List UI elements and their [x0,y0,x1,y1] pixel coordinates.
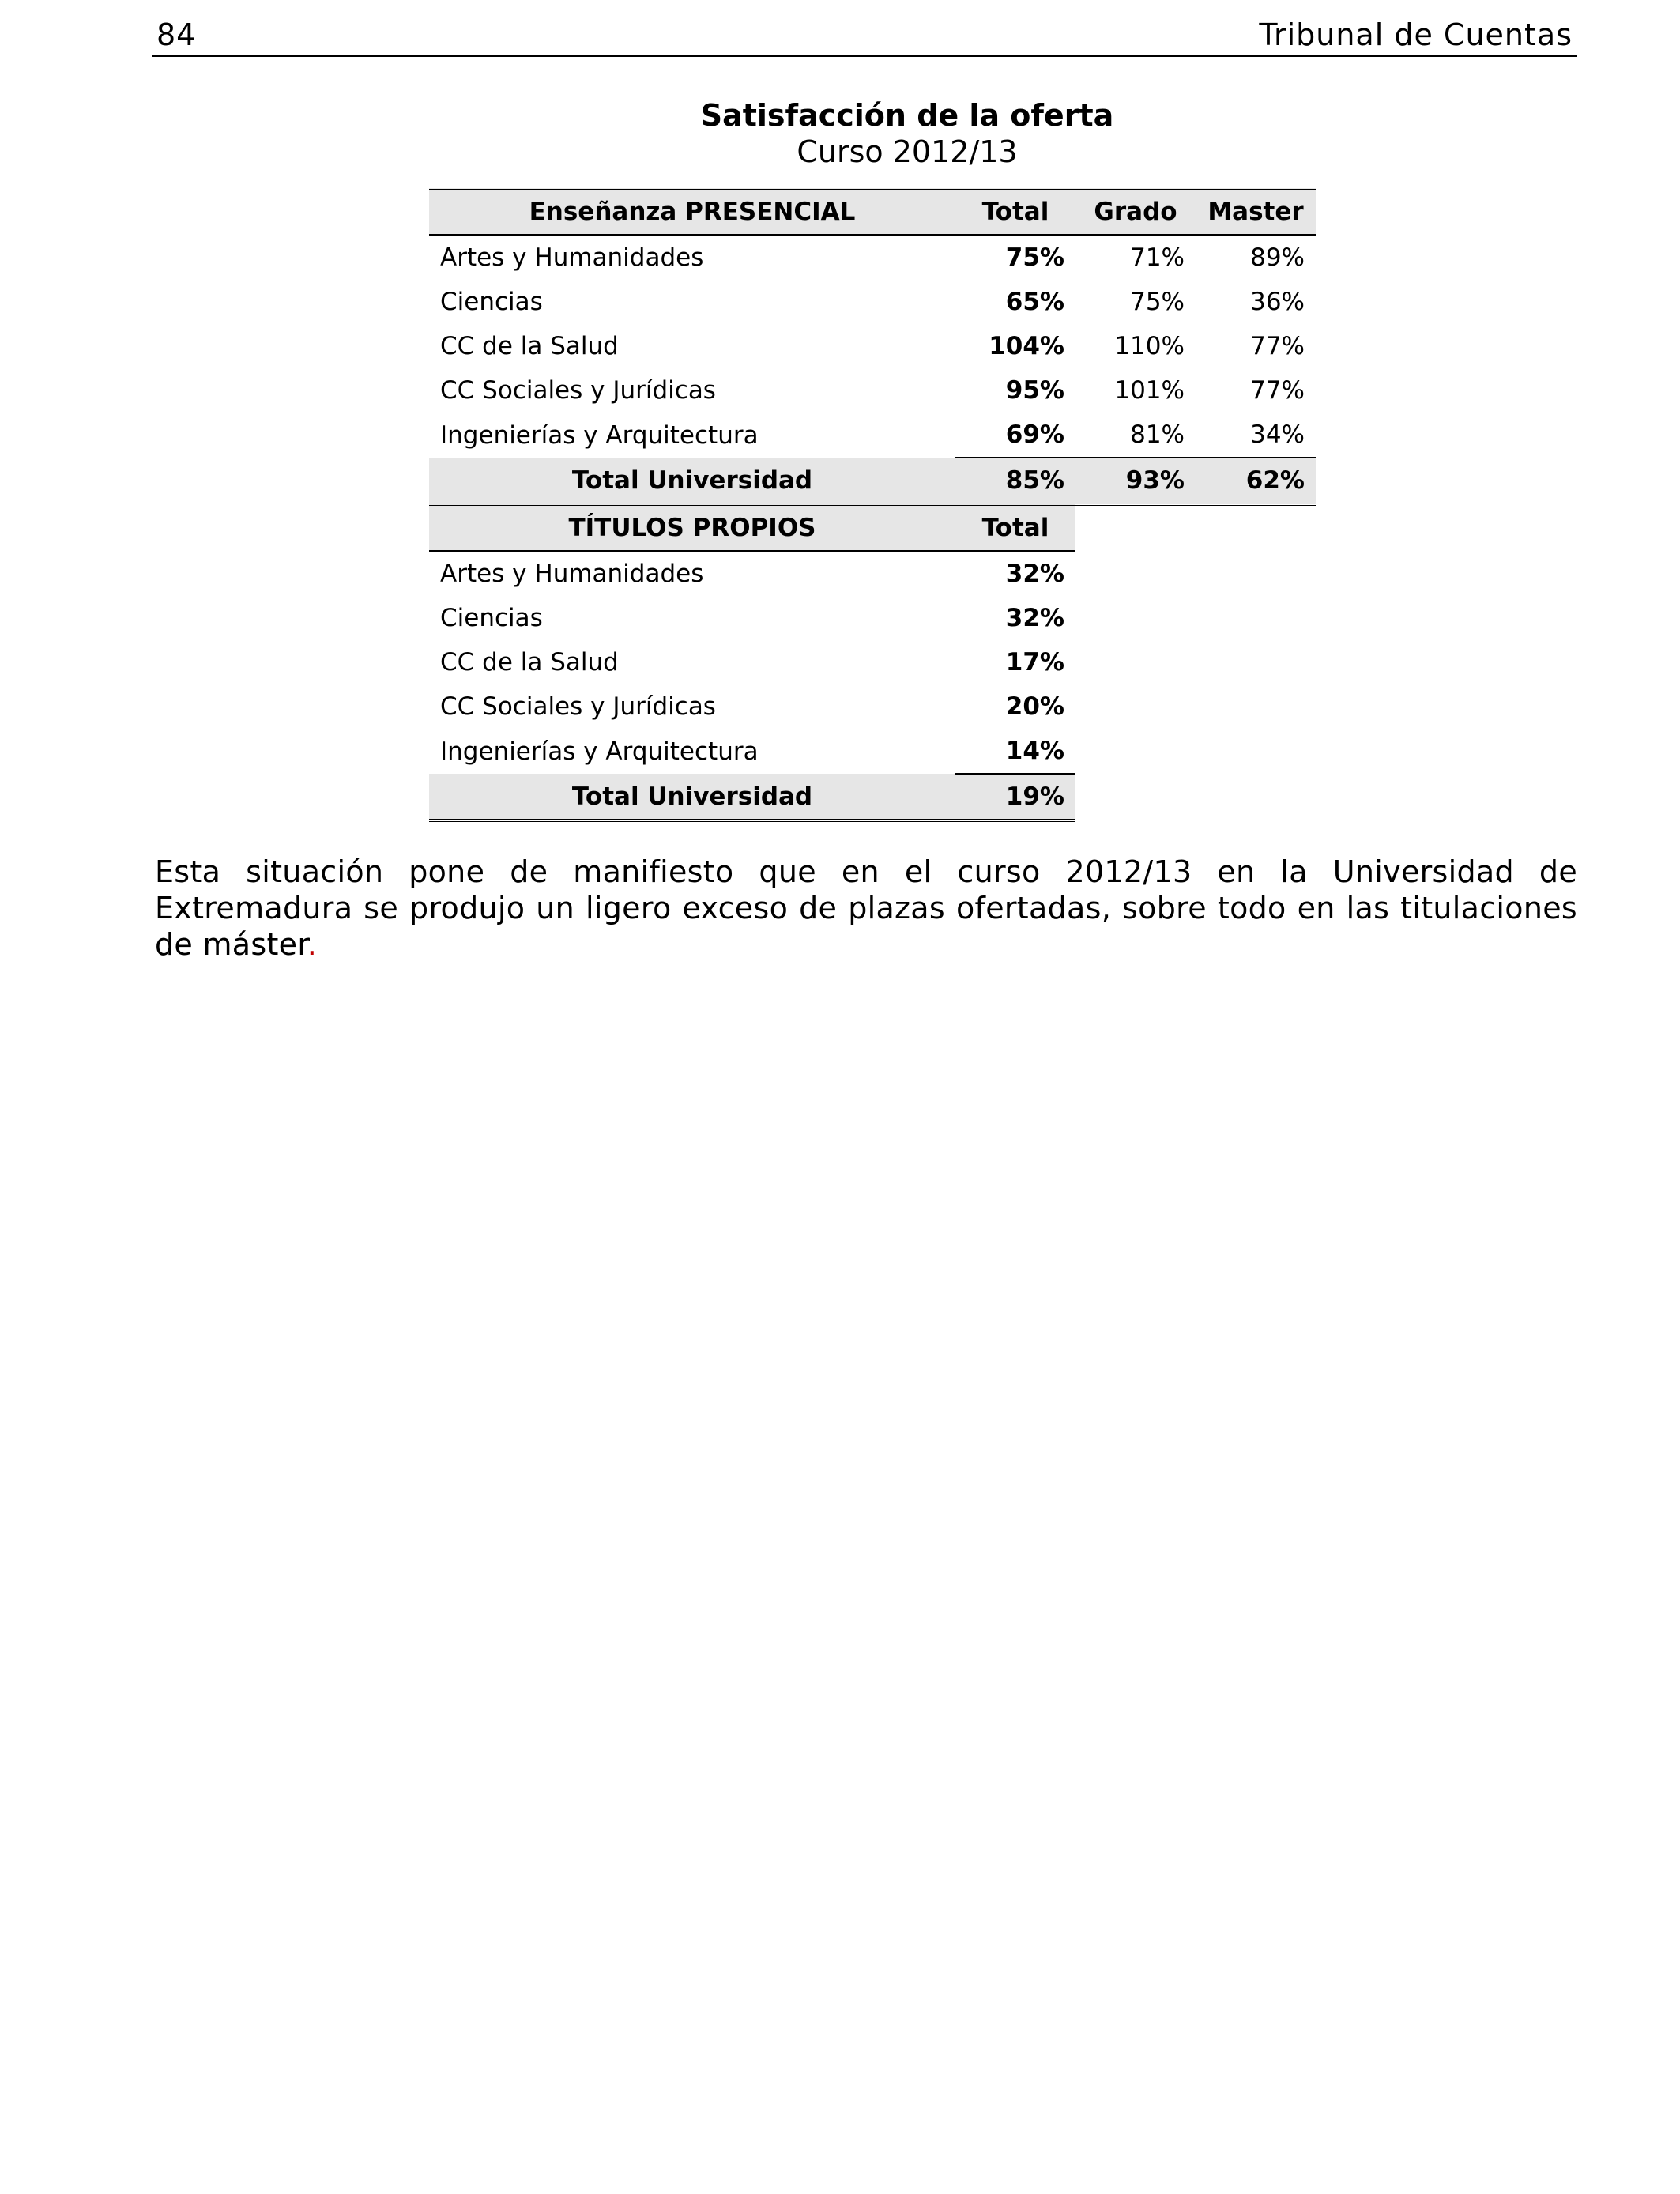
grado-cell: 71% [1130,243,1185,272]
paragraph-text: Esta situación pone de manifiesto que en el curso 2012/13 en la Universidad de Extremadura se produjo un ligero exceso de plazas ofertadas, sobre todo en las titulaciones de máster [155,854,1577,962]
row-label: Ciencias [440,288,543,316]
grado-cell: 110% [1114,332,1185,360]
total-cell: 95% [1005,376,1064,405]
page-header [152,16,1577,57]
total-cell: 32% [1005,560,1064,588]
table-row [429,235,1316,280]
total-cell: 14% [1005,737,1064,765]
presencial-header-row [429,188,1316,235]
table-row [429,640,1316,684]
total-cell: 75% [1005,243,1064,272]
total-cell: 32% [1005,604,1064,632]
propios-header-row [429,504,1316,551]
total-cell: 19% [955,774,1075,820]
paragraph-end-mark: . [307,927,318,962]
table-row [429,280,1316,324]
column-header: Total [955,188,1075,235]
column-header: Master [1196,188,1316,235]
row-label: Ingenierías y Arquitectura [440,420,759,450]
table-title: Satisfacción de la oferta [700,98,1114,133]
row-label: Artes y Humanidades [440,560,704,588]
column-header: TÍTULOS PROPIOS [429,504,955,551]
page-number: 84 [156,17,197,52]
table-subtitle: Curso 2012/13 [797,134,1018,169]
master-cell: 62% [1196,458,1316,504]
table-row [429,368,1316,413]
total-cell: 65% [1005,288,1064,316]
grado-cell: 101% [1114,376,1185,405]
column-header: Enseñanza PRESENCIAL [429,188,955,235]
row-label: Ingenierías y Arquitectura [440,737,759,766]
total-cell: 17% [1005,648,1064,677]
master-cell: 77% [1250,332,1305,360]
presencial-total-row [429,458,1316,504]
table-row [429,596,1316,640]
total-cell: 104% [989,332,1064,360]
total-cell: 20% [1005,692,1064,721]
body-paragraph [155,854,1577,963]
row-label: Ciencias [440,604,543,632]
master-cell: 34% [1250,420,1305,449]
table-row [429,729,1316,774]
grado-cell: 93% [1075,458,1196,504]
table-row [429,684,1316,729]
total-label: Total Universidad [429,458,955,504]
master-cell: 89% [1250,243,1305,272]
master-cell: 36% [1250,288,1305,316]
running-title: Tribunal de Cuentas [1259,17,1573,52]
total-cell: 69% [1005,420,1064,449]
row-label: CC de la Salud [440,332,619,360]
row-label: CC de la Salud [440,648,619,677]
grado-cell: 75% [1130,288,1185,316]
column-header: Grado [1075,188,1196,235]
column-header: Total [955,504,1075,551]
total-cell: 85% [955,458,1075,504]
table-row [429,551,1316,596]
total-label: Total Universidad [429,774,955,820]
satisfaction-table [429,187,1316,822]
propios-total-row [429,774,1316,820]
row-label: CC Sociales y Jurídicas [440,376,716,405]
master-cell: 77% [1250,376,1305,405]
row-label: CC Sociales y Jurídicas [440,692,716,721]
table-row [429,413,1316,458]
grado-cell: 81% [1130,420,1185,449]
table-row [429,324,1316,368]
row-label: Artes y Humanidades [440,243,704,272]
